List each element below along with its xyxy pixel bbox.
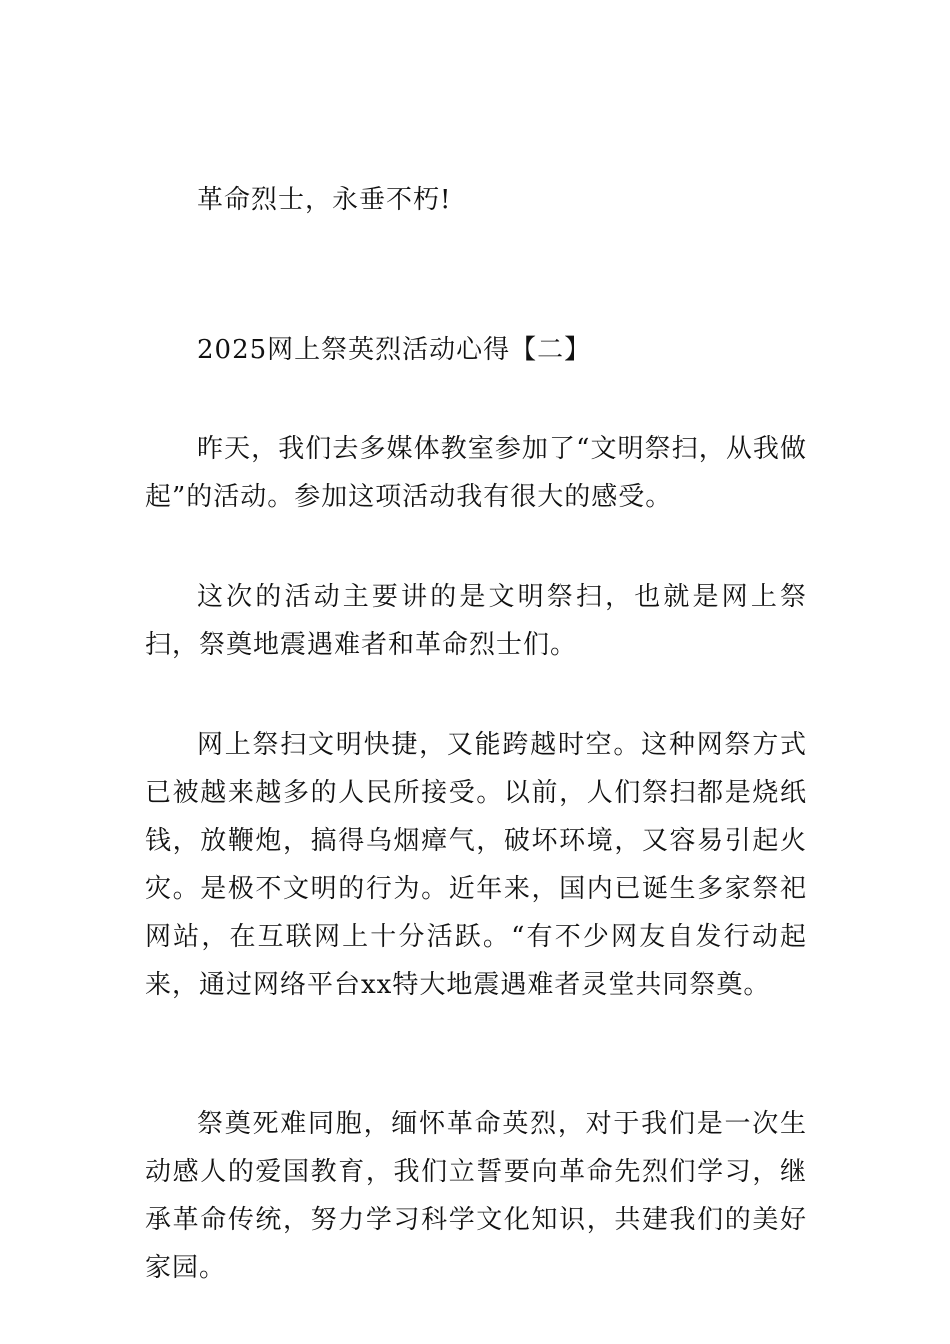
paragraph-1: 昨天，我们去多媒体教室参加了“文明祭扫，从我做起”的活动。参加这项活动我有很大的感受。: [145, 434, 807, 512]
paragraph-3: 网上祭扫文明快捷，又能跨越时空。这种网祭方式已被越来越多的人民所接受。以前，人们祭扫都是烧纸钱，放鞭炮，搞得乌烟瘴气，破坏环境，又容易引起火灾。是极不文明的行为。近年来，国内已诞生多家祭祀网站，在互联网上十分活跃。“有不少网友自发行动起来，通过网络平台xx特大地震遇难者灵堂共同祭奠。: [145, 730, 807, 1000]
paragraph-2: 这次的活动主要讲的是文明祭扫，也就是网上祭扫，祭奠地震遇难者和革命烈士们。: [145, 582, 807, 660]
closing-line: 革命烈士，永垂不朽!: [197, 185, 452, 215]
section-title: 2025网上祭英烈活动心得【二】: [197, 335, 592, 365]
paragraph-4: 祭奠死难同胞，缅怀革命英烈，对于我们是一次生动感人的爱国教育，我们立誓要向革命先烈们学习，继承革命传统，努力学习科学文化知识，共建我们的美好家园。: [145, 1109, 807, 1283]
